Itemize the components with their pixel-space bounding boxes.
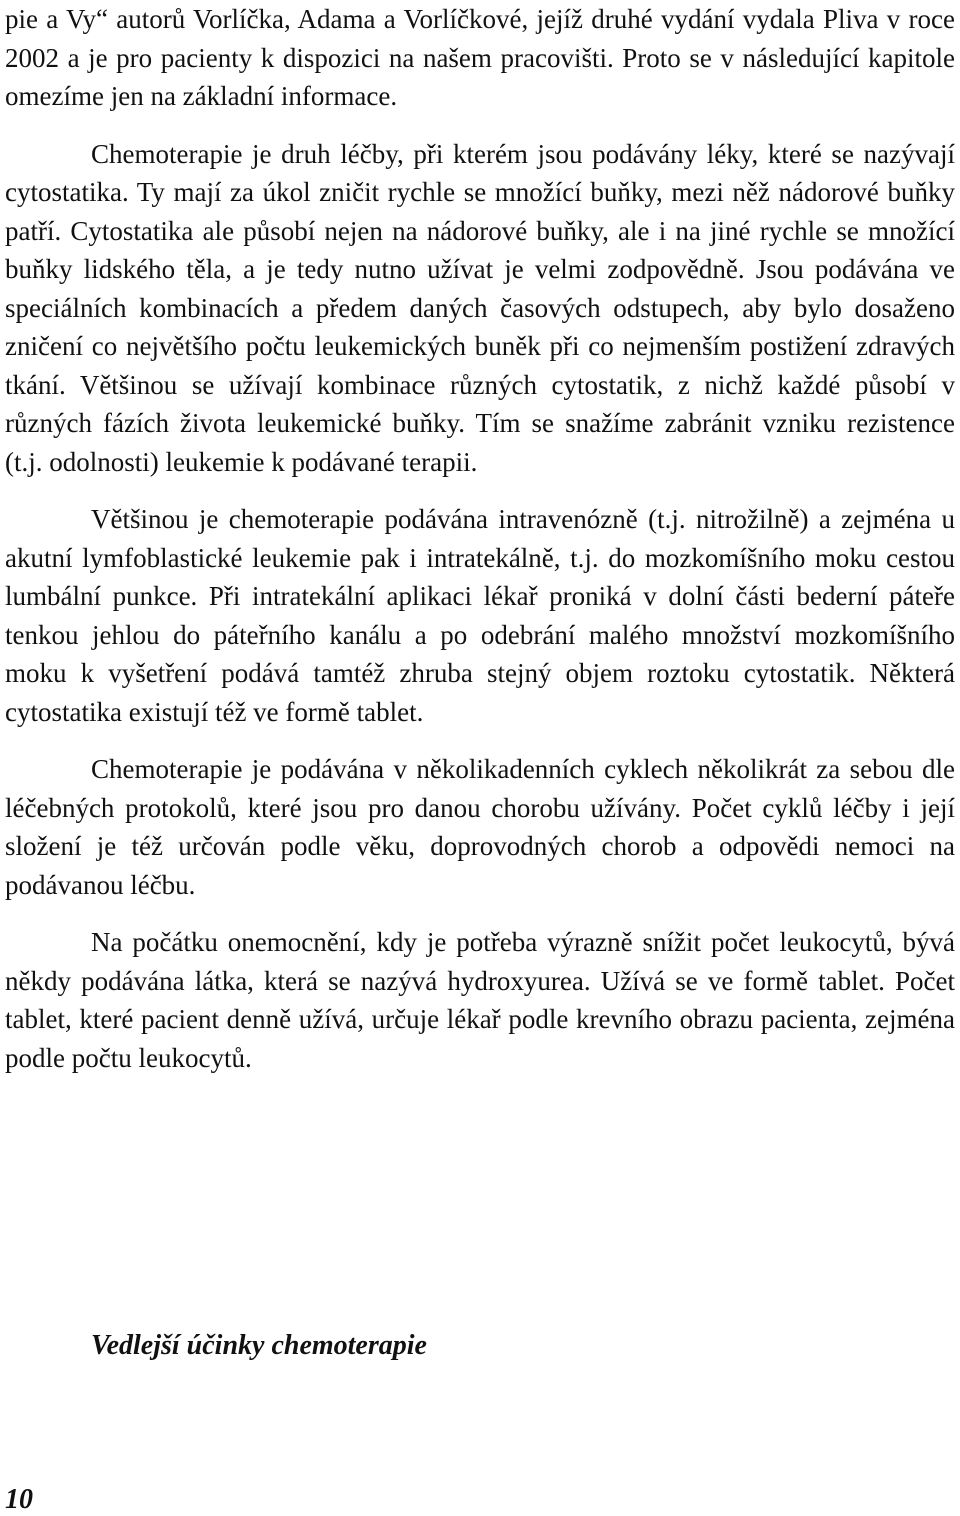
paragraph-chemotherapy-definition: Chemoterapie je druh léčby, při kterém jsou podávány léky, které se nazývají cytostatika. Ty mají za úkol zničit rychle se množící buňky, mezi něž nádorové buňky patří. Cytostatika ale působí nejen na nádorové buňky, ale i na jiné rychle se množící buňky lidského těla, a je tedy nutno užívat je velmi zodpovědně. Jsou podávána ve speciálních kombinacích a předem daných časových odstupech, aby bylo dosaženo zničení co největšího počtu leukemických buněk při co nejmenším postižení zdravých tkání. Většinou se užívají kombinace různých cytostatik, z nichž každé působí v různých fázích života leukemické buňky. Tím se snažíme zabránit vzniku rezistence (t.j. odolnosti) leukemie k podávané terapii. bbox=[5, 138, 955, 477]
paragraph-hydroxyurea: Na počátku onemocnění, kdy je potřeba výrazně snížit počet leukocytů, bývá někdy podávána látka, která se nazývá hydroxyurea. Užívá se ve formě tablet. Počet tablet, které pacient denně užívá, určuje lékař podle krevního obrazu pacienta, zejména podle počtu leukocytů. bbox=[5, 927, 955, 1073]
document-page bbox=[5, 0, 955, 1077]
section-heading: Vedlejší účinky chemoterapie bbox=[91, 1330, 427, 1361]
page-number: 10 bbox=[5, 1484, 33, 1515]
paragraph-cycles: Chemoterapie je podávána v několikadenních cyklech několikrát za sebou dle léčebných protokolů, které jsou pro danou chorobu užívány. Počet cyklů léčby i její složení je též určován podle věku, doprovodných chorob a odpovědi nemoci na podávanou léčbu. bbox=[5, 754, 955, 900]
paragraph-continuation: pie a Vy“ autorů Vorlíčka, Adama a Vorlíčkové, jejíž druhé vydání vydala Pliva v roce 2002 a je pro pacienty k dispozici na našem pracovišti. Proto se v následující kapitole omezíme jen na základní informace. bbox=[5, 4, 955, 111]
paragraph-administration: Většinou je chemoterapie podávána intravenózně (t.j. nitrožilně) a zejména u akutní lymfoblastické leukemie pak i intratekálně, t.j. do mozkomíšního moku cestou lumbální punkce. Při intratekální aplikaci lékař proniká v dolní části bederní páteře tenkou jehlou do páteřního kanálu a po odebrání malého množství mozkomíšního moku k vyšetření podává tamtéž zhruba stejný objem roztoku cytostatik. Některá cytostatika existují též ve formě tablet. bbox=[5, 504, 955, 727]
